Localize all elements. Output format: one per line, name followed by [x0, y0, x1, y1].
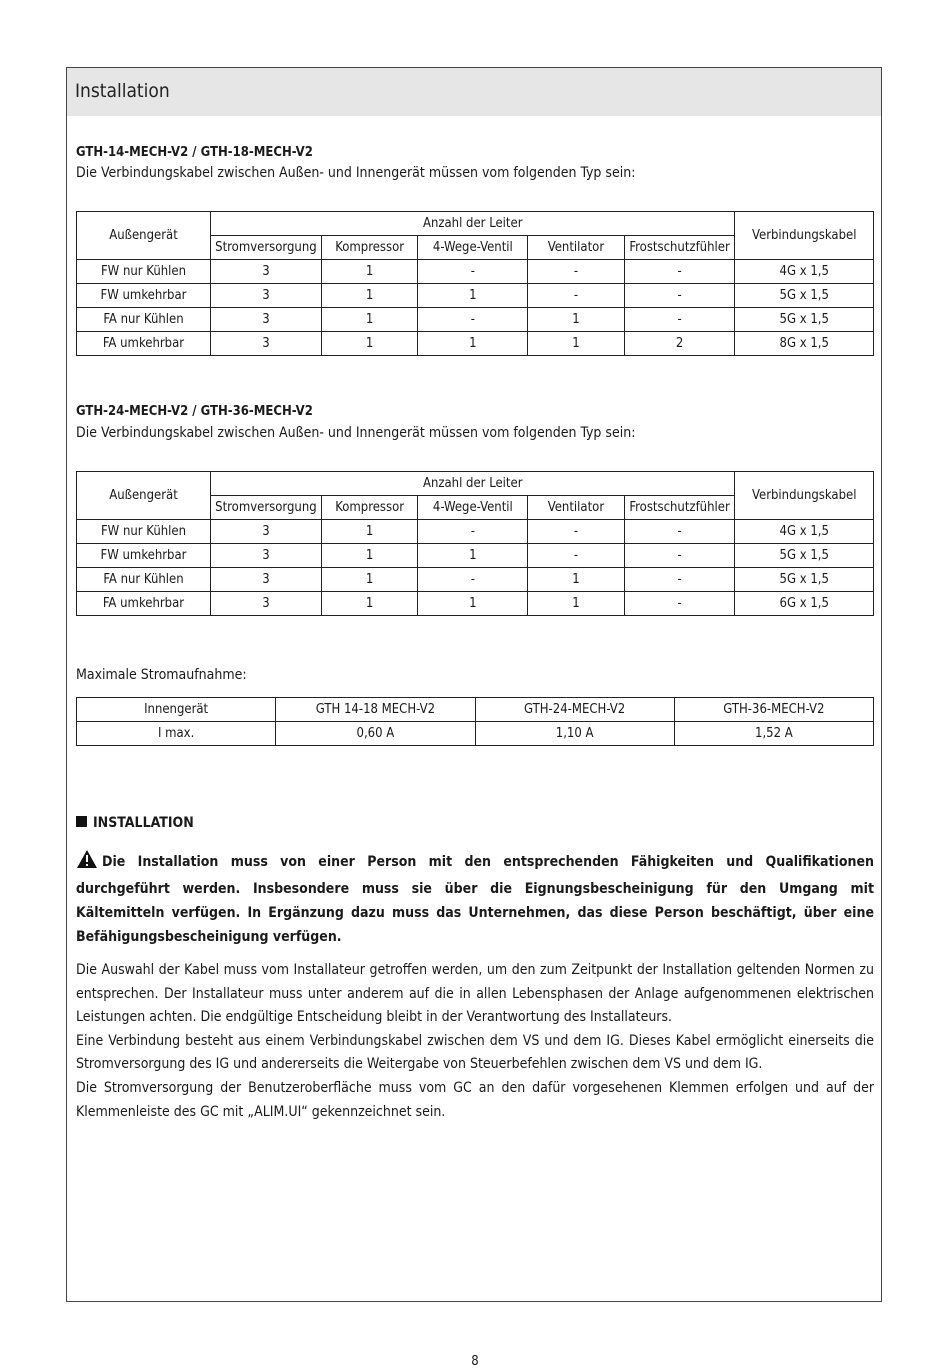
table-cell: FA nur Kühlen	[77, 568, 211, 592]
table-row	[77, 260, 874, 284]
table-cell: -	[624, 568, 735, 592]
header-outdoor: Außengerät	[77, 472, 211, 520]
table-row	[77, 722, 874, 746]
table-cell: 5G x 1,5	[735, 544, 874, 568]
warning-triangle-icon	[76, 849, 98, 877]
table-cell: GTH-36-MECH-V2	[674, 698, 873, 722]
table-cell: 3	[210, 520, 321, 544]
table-cell: -	[624, 284, 735, 308]
table-cell: 1	[321, 332, 418, 356]
table-cell: 3	[210, 332, 321, 356]
cable-table-2	[76, 471, 874, 616]
installation-heading-text: INSTALLATION	[93, 815, 194, 831]
table-cell: 4G x 1,5	[735, 260, 874, 284]
table-cell: 3	[210, 568, 321, 592]
table-cell: -	[624, 592, 735, 616]
warning-block	[76, 849, 874, 949]
table-cell: 1	[321, 592, 418, 616]
table-cell: -	[418, 308, 528, 332]
table-cell: 3	[210, 592, 321, 616]
header-col: 4-Wege-Ventil	[418, 236, 528, 260]
table-cell: 1	[418, 592, 528, 616]
model-heading-2: GTH-24-MECH-V2 / GTH-36-MECH-V2	[76, 404, 313, 419]
intro-text-2: Die Verbindungskabel zwischen Außen- und Innengerät müssen vom folgenden Typ sein:	[76, 425, 636, 441]
header-col: Ventilator	[528, 496, 624, 520]
table-row	[77, 568, 874, 592]
table-row	[77, 544, 874, 568]
header-cable: Verbindungskabel	[735, 212, 874, 260]
table-row	[77, 284, 874, 308]
warning-text: Die Installation muss von einer Person mit den entsprechenden Fähigkeiten und Qualifikationen durchgeführt werden. Insbesondere muss sie über die Eignungsbescheinigung für den Umgang mit Kältemitteln verfügen. In Ergänzung dazu muss das Unternehmen, das diese Person beschäftigt, über eine Befähigungsbescheinigung verfügen.	[76, 854, 874, 945]
header-cable: Verbindungskabel	[735, 472, 874, 520]
header-col: Frostschutzfühler	[624, 496, 735, 520]
table-cell: FW nur Kühlen	[77, 260, 211, 284]
section-title: Installation	[75, 80, 170, 102]
header-col: Stromversorgung	[210, 496, 321, 520]
table-cell: 1	[528, 308, 624, 332]
table-cell: FA nur Kühlen	[77, 308, 211, 332]
header-outdoor: Außengerät	[77, 212, 211, 260]
table-cell: -	[624, 260, 735, 284]
table-cell: 1	[321, 260, 418, 284]
cable-table-1	[76, 211, 874, 356]
current-label: Maximale Stromaufnahme:	[76, 667, 247, 683]
table-cell: FW umkehrbar	[77, 544, 211, 568]
table-cell: FA umkehrbar	[77, 592, 211, 616]
table-cell: 1	[528, 592, 624, 616]
table-cell: 8G x 1,5	[735, 332, 874, 356]
current-table	[76, 697, 874, 746]
table-cell: 0,60 A	[276, 722, 475, 746]
table-cell: -	[528, 284, 624, 308]
table-cell: -	[528, 520, 624, 544]
intro-text-1: Die Verbindungskabel zwischen Außen- und Innengerät müssen vom folgenden Typ sein:	[76, 165, 636, 181]
paragraph: Eine Verbindung besteht aus einem Verbindungskabel zwischen dem VS und dem IG. Dieses Kabel ermöglicht einerseits die Stromversorgung des IG und andererseits die Weitergabe von Steuerbefehlen zwischen dem VS und dem IG.	[76, 1032, 874, 1073]
table-cell: 2	[624, 332, 735, 356]
table-cell: FW nur Kühlen	[77, 520, 211, 544]
table-cell: GTH-24-MECH-V2	[475, 698, 674, 722]
table-cell: 3	[210, 308, 321, 332]
table-cell: 1	[528, 332, 624, 356]
installation-body	[76, 959, 874, 1124]
table-cell: -	[528, 544, 624, 568]
table-cell: 1	[418, 332, 528, 356]
paragraph: Die Auswahl der Kabel muss vom Installateur getroffen werden, um den zum Zeitpunkt der Installation geltenden Normen zu entsprechen. Der Installateur muss unter anderem auf die in allen Lebensphasen der Anlage aufgenommenen elektrischen Leistungen achten. Die endgültige Entscheidung bleibt in der Verantwortung des Installateurs.	[76, 962, 874, 1026]
table-cell: 1	[528, 568, 624, 592]
header-col: Kompressor	[321, 236, 418, 260]
table-cell: 1,52 A	[674, 722, 873, 746]
table-cell: -	[624, 520, 735, 544]
table-cell: -	[624, 308, 735, 332]
table-cell: 3	[210, 284, 321, 308]
table-cell: -	[418, 520, 528, 544]
table-cell: GTH 14-18 MECH-V2	[276, 698, 475, 722]
table-cell: 1	[321, 284, 418, 308]
square-bullet-icon	[76, 816, 87, 827]
table-cell: -	[528, 260, 624, 284]
table-cell: 6G x 1,5	[735, 592, 874, 616]
installation-heading	[76, 815, 194, 831]
table-cell: 5G x 1,5	[735, 568, 874, 592]
header-col: Ventilator	[528, 236, 624, 260]
table-cell: 1,10 A	[475, 722, 674, 746]
table-cell: 1	[321, 544, 418, 568]
table-row	[77, 592, 874, 616]
section-header	[67, 68, 881, 116]
header-group: Anzahl der Leiter	[210, 212, 735, 236]
table-cell: 1	[418, 284, 528, 308]
table-cell: -	[624, 544, 735, 568]
header-col: Stromversorgung	[210, 236, 321, 260]
table-cell: 1	[321, 568, 418, 592]
table-cell: 5G x 1,5	[735, 284, 874, 308]
header-col: Kompressor	[321, 496, 418, 520]
paragraph: Die Stromversorgung der Benutzeroberfläche muss vom GC an den dafür vorgesehenen Klemmen erfolgen und auf der Klemmenleiste des GC mit „ALIM.UI“ gekennzeichnet sein.	[76, 1079, 874, 1120]
table-cell: -	[418, 568, 528, 592]
header-group: Anzahl der Leiter	[210, 472, 735, 496]
table-row	[77, 698, 874, 722]
header-col: Frostschutzfühler	[624, 236, 735, 260]
table-cell: FA umkehrbar	[77, 332, 211, 356]
page-number: 8	[471, 1354, 479, 1369]
table-cell: I max.	[77, 722, 276, 746]
table-cell: 1	[321, 520, 418, 544]
table-row	[77, 308, 874, 332]
table-row	[77, 332, 874, 356]
table-cell: 1	[418, 544, 528, 568]
table-cell: 3	[210, 544, 321, 568]
table-cell: Innengerät	[77, 698, 276, 722]
table-cell: 5G x 1,5	[735, 308, 874, 332]
table-row	[77, 520, 874, 544]
header-col: 4-Wege-Ventil	[418, 496, 528, 520]
model-heading-1: GTH-14-MECH-V2 / GTH-18-MECH-V2	[76, 145, 313, 160]
table-cell: FW umkehrbar	[77, 284, 211, 308]
table-cell: 1	[321, 308, 418, 332]
table-cell: 3	[210, 260, 321, 284]
table-cell: -	[418, 260, 528, 284]
table-cell: 4G x 1,5	[735, 520, 874, 544]
